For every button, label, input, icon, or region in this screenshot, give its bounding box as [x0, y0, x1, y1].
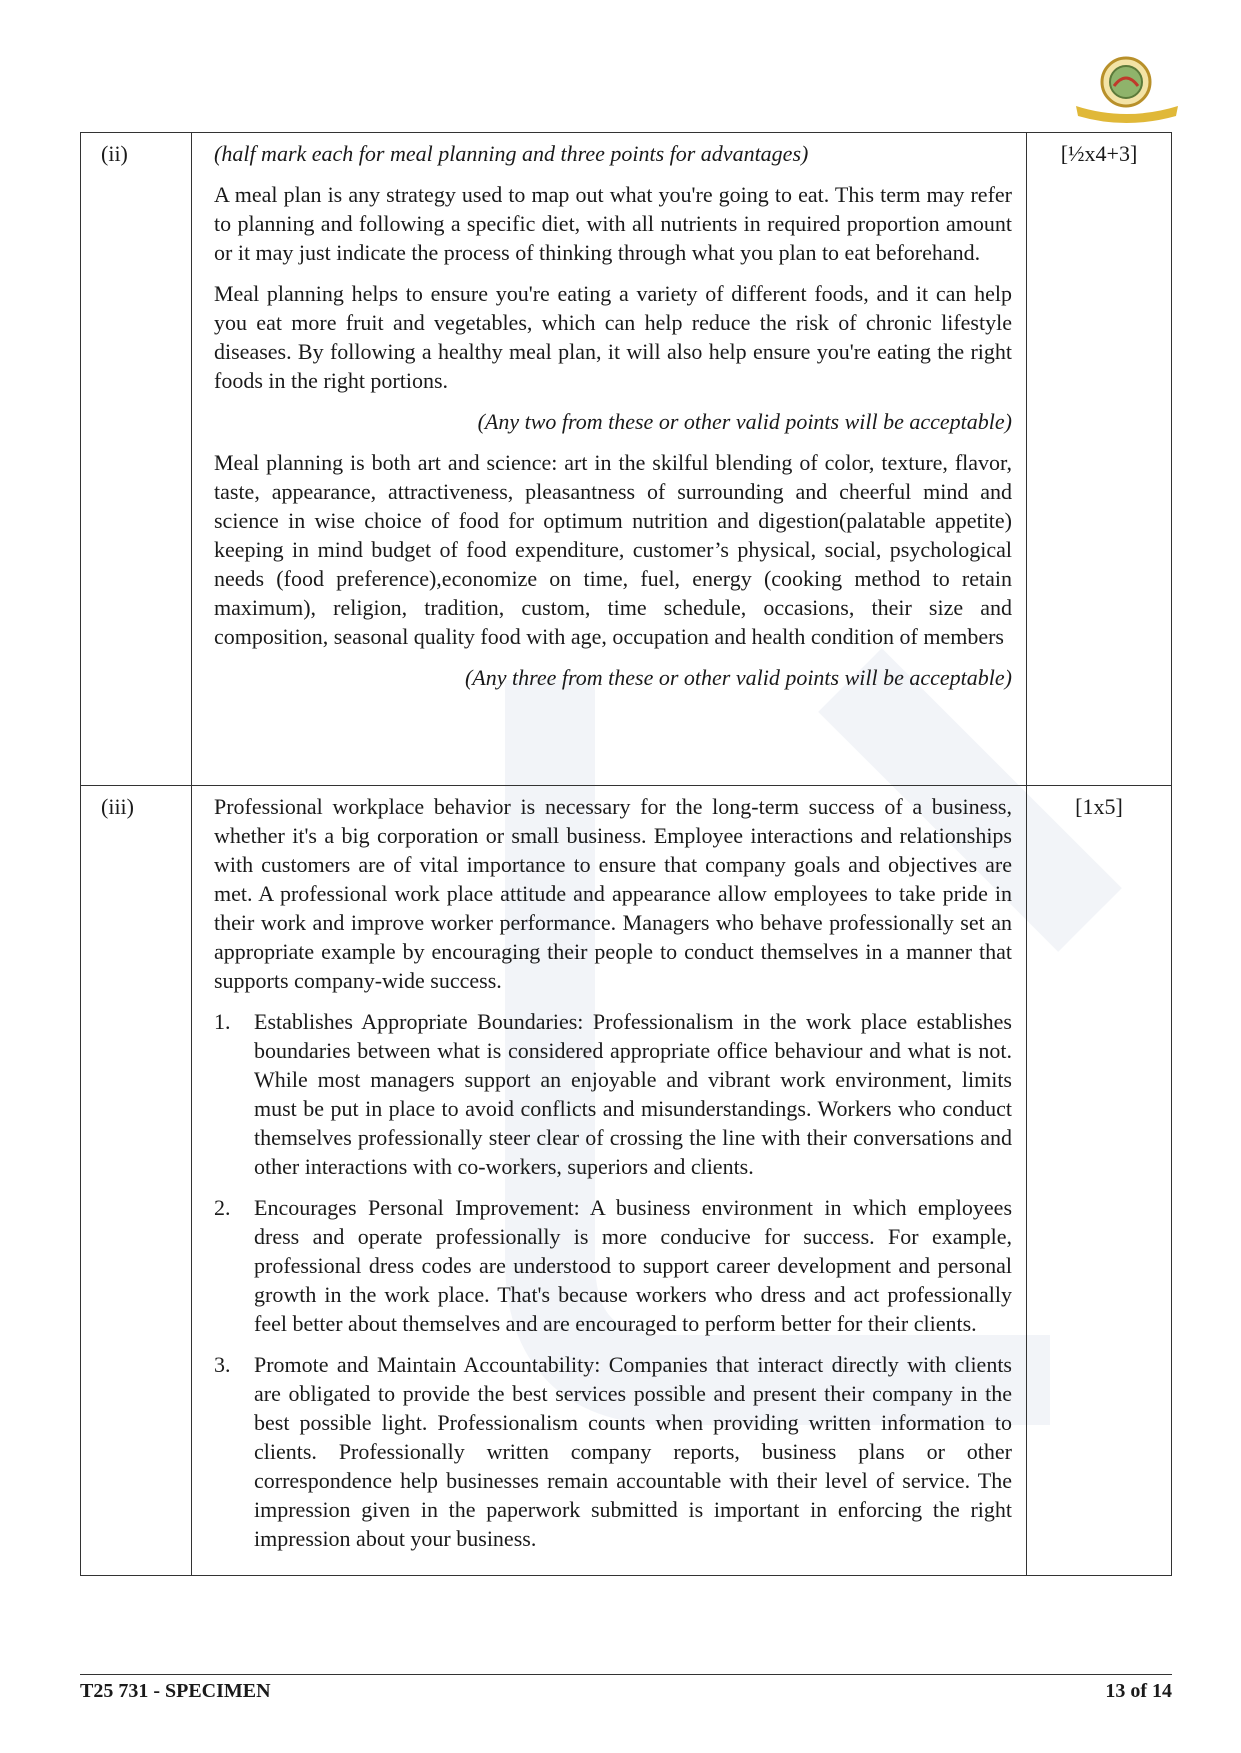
- list-text: Establishes Appropriate Boundaries: Professionalism in the work place establishes boundaries between what is considered appropriate office behaviour and what is not. While most managers support an enjoyable and vibrant work environment, limits must be put in place to avoid conflicts and misunderstandings. Workers who conduct themselves professionally steer clear of crossing the line with their conversations and other interactions with co-workers, superiors and clients.: [254, 1009, 1012, 1179]
- table-row: [81, 786, 1172, 1576]
- answer-cell: [192, 133, 1027, 786]
- list-item: [214, 1007, 1012, 1181]
- answer-paragraph: A meal plan is any strategy used to map out what you're going to eat. This term may refer to planning and following a specific diet, with all nutrients in required proportion amount or it may just indicate the process of thinking through what you plan to eat beforehand.: [214, 182, 1012, 265]
- footer-divider: [80, 1674, 1172, 1675]
- marks-cell: [1x5]: [1027, 786, 1172, 1576]
- paper-code: T25 731 - SPECIMEN: [80, 1680, 271, 1702]
- question-label: (iii): [81, 786, 192, 1576]
- page-number: 13 of 14: [1105, 1680, 1172, 1702]
- answer-paragraph: Meal planning helps to ensure you're eating a variety of different foods, and it can help you eat more fruit and vegetables, which can help reduce the risk of chronic lifestyle diseases. By following a healthy meal plan, it will also help ensure you're eating the right foods in the right portions.: [214, 281, 1012, 393]
- answer-table: [80, 132, 1172, 1576]
- list-number: 2.: [214, 1195, 231, 1220]
- list-text: Encourages Personal Improvement: A business environment in which employees dress and operate professionally is more conducive for success. For example, professional dress codes are understood to support career development and personal growth in the work place. That's because workers who dress and act professionally feel better about themselves and are encouraged to perform better for their clients.: [254, 1195, 1012, 1336]
- marks-cell: [½x4+3]: [1027, 133, 1172, 786]
- answer-paragraph: Professional workplace behavior is necessary for the long-term success of a business, whether it's a big corporation or small business. Employee interactions and relationships with customers are of vital importance to ensure that company goals and objectives are met. A professional work place attitude and appearance allow employees to take pride in their work and improve worker performance. Managers who behave professionally set an appropriate example by encouraging their people to conduct themselves in a manner that supports company-wide success.: [214, 794, 1012, 993]
- list-item: [214, 1350, 1012, 1553]
- list-number: 3.: [214, 1352, 231, 1377]
- list-text: Promote and Maintain Accountability: Companies that interact directly with clients are obligated to provide the best services possible and present their company in the best possible light. Professionalism counts when providing written information to clients. Professionally written company reports, business plans or other correspondence help businesses remain accountable with their level of service. The impression given in the paperwork submitted is important in enforcing the right impression about your business.: [254, 1352, 1012, 1551]
- answer-cell: [192, 786, 1027, 1576]
- cisce-logo: [1068, 52, 1186, 126]
- answer-paragraph: Meal planning is both art and science: art in the skilful blending of color, texture, flavor, taste, appearance, attractiveness, pleasantness of surrounding and cheerful mind and science in wise choice of food for optimum nutrition and digestion(palatable appetite) keeping in mind budget of food expenditure, customer’s physical, social, psychological needs (food preference),economize on time, fuel, energy (cooking method to retain maximum), religion, tradition, custom, time schedule, occasions, their size and composition, seasonal quality food with age, occupation and health condition of members: [214, 450, 1012, 649]
- question-label: (ii): [81, 133, 192, 786]
- table-row: [81, 133, 1172, 786]
- acceptance-note: (Any three from these or other valid points will be acceptable): [464, 665, 1012, 690]
- list-item: [214, 1193, 1012, 1338]
- acceptance-note: (Any two from these or other valid points will be acceptable): [477, 409, 1012, 434]
- marking-instruction: (half mark each for meal planning and three points for advantages): [214, 141, 809, 166]
- list-number: 1.: [214, 1009, 231, 1034]
